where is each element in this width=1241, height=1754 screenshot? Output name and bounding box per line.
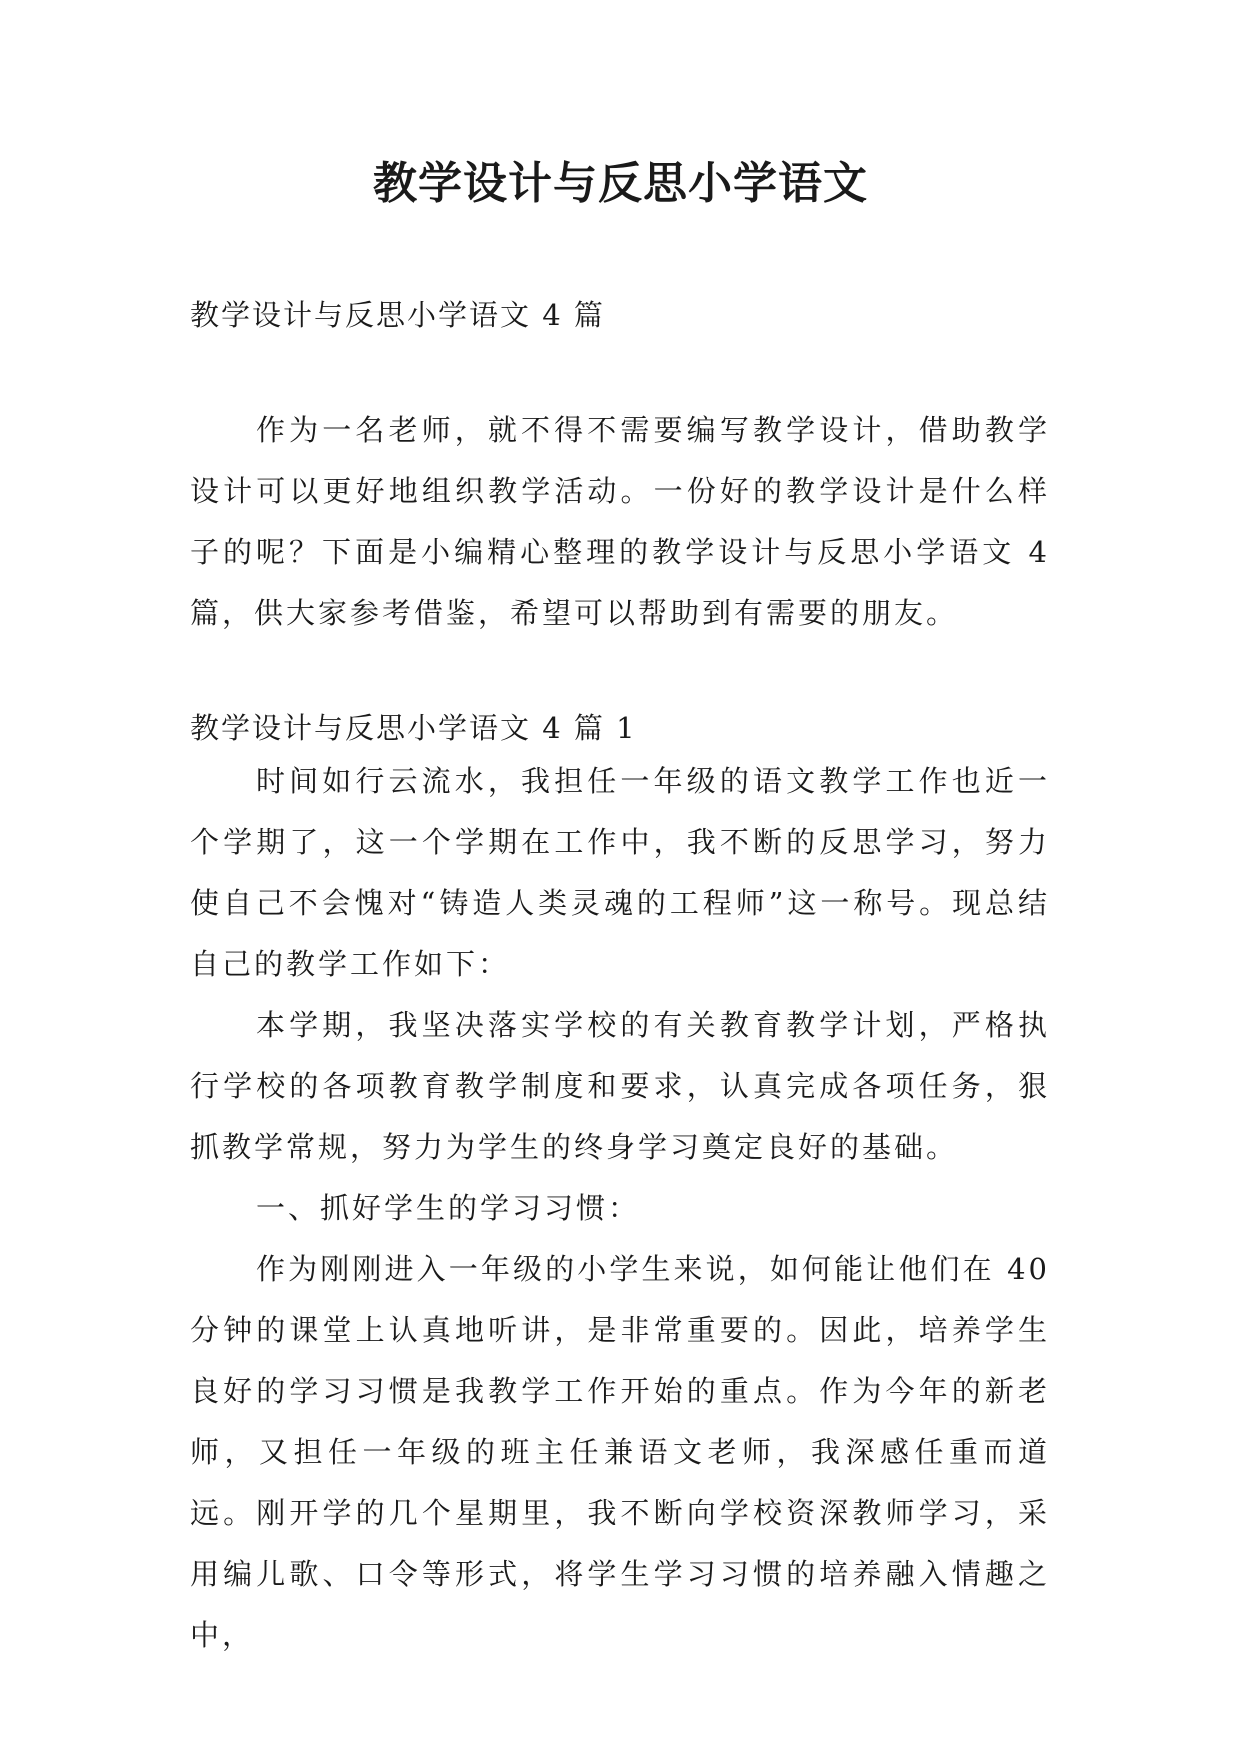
body-paragraph: 本学期，我坚决落实学校的有关教育教学计划，严格执行学校的各项教育教学制度和要求，认真完成各项任务，狠抓教学常规，努力为学生的终身学习奠定良好的基础。 <box>190 1008 1050 1164</box>
document-subtitle: 教学设计与反思小学语文 4 篇 <box>190 298 605 332</box>
intro-paragraph: 作为一名老师，就不得不需要编写教学设计，借助教学设计可以更好地组织教学活动。一份好的教学设计是什么样子的呢？下面是小编精心整理的教学设计与反思小学语文 4 篇，供大家参考借鉴，希望可以帮助到有需要的朋友。 <box>190 413 1050 630</box>
section-heading: 教学设计与反思小学语文 4 篇 1 <box>190 711 637 745</box>
body-paragraph: 一、抓好学生的学习习惯： <box>256 1191 641 1225</box>
section-body <box>190 751 1050 1666</box>
document-title: 教学设计与反思小学语文 <box>373 158 868 209</box>
body-paragraph: 时间如行云流水，我担任一年级的语文教学工作也近一个学期了，这一个学期在工作中，我不断的反思学习，努力使自己不会愧对“铸造人类灵魂的工程师”这一称号。现总结自己的教学工作如下： <box>190 764 1050 981</box>
intro-block <box>190 400 1050 644</box>
body-paragraph: 作为刚刚进入一年级的小学生来说，如何能让他们在 40 分钟的课堂上认真地听讲，是非常重要的。因此，培养学生良好的学习习惯是我教学工作开始的重点。作为今年的新老师，又担任一年级的班主任兼语文老师，我深感任重而道远。刚开学的几个星期里，我不断向学校资深教师学习，采用编儿歌、口令等形式，将学生学习习惯的培养融入情趣之中， <box>190 1252 1050 1652</box>
